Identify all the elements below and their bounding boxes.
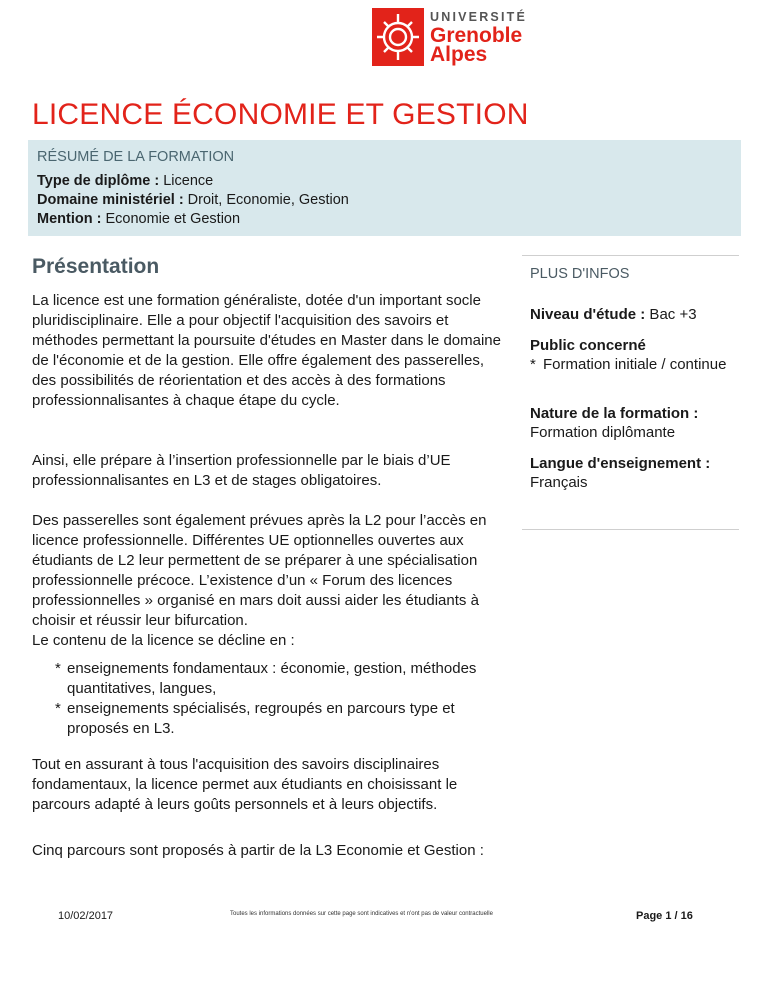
summary-value: Droit, Economie, Gestion — [183, 192, 349, 208]
paragraph: Le contenu de la licence se décline en : — [32, 632, 295, 649]
study-level-label: Niveau d'étude : — [530, 306, 646, 323]
university-logo — [372, 8, 550, 66]
more-info-panel — [522, 255, 739, 530]
page-title: LICENCE ÉCONOMIE ET GESTION — [32, 98, 529, 131]
summary-value: Economie et Gestion — [101, 211, 241, 227]
paragraph: Ainsi, elle prépare à l’insertion professionnelle par le biais d’UE professionnalisantes en L3 et de stages obligatoires. — [32, 452, 451, 489]
study-level-value: Bac +3 — [645, 306, 697, 323]
target-audience-item — [530, 355, 735, 374]
footer-disclaimer: Toutes les informations données sur cette page sont indicatives et n'ont pas de valeur contractuelle — [230, 911, 493, 917]
bullet-symbol: * — [55, 700, 61, 717]
summary-diploma-type — [37, 173, 213, 189]
list-item-text: enseignements fondamentaux : économie, gestion, méthodes quantitatives, langues, — [67, 660, 477, 697]
logo-alpes-text: Alpes — [430, 43, 488, 66]
summary-heading: RÉSUMÉ DE LA FORMATION — [37, 149, 235, 165]
target-audience-value: Formation initiale / continue — [543, 356, 727, 373]
training-nature-label: Nature de la formation : — [530, 405, 699, 422]
teaching-language-value: Français — [530, 474, 588, 491]
paragraph: Cinq parcours sont proposés à partir de la L3 Economie et Gestion : — [32, 842, 484, 859]
target-audience-label: Public concerné — [530, 337, 646, 354]
target-audience — [530, 336, 735, 374]
paragraph: La licence est une formation généraliste, dotée d'un important socle pluridisciplinaire. Elle a pour objectif l'acquisition des savoirs et méthodes permettant la poursuite d'études en Master dans le domaine de l'économie et de la gestion. Elle offre également des passerelles, des possibilités de réorientation et des accès à des formations professionnalisantes à chaque étape du cycle. — [32, 292, 501, 409]
list-item — [55, 699, 515, 739]
summary-domain — [37, 192, 349, 208]
study-level — [530, 305, 735, 324]
paragraph: Des passerelles sont également prévues après la L2 pour l’accès en licence professionnelle. Différentes UE optionnelles ouvertes aux étudiants de L2 leur permettent de se préparer à une spécialisation professionnelle précoce. L’existence d’un « Forum des licences professionnelles » organisé en mars doit aussi aider les étudiants à choisir et réussir leur bifurcation. — [32, 512, 487, 629]
logo-university-text: UNIVERSITÉ — [430, 10, 528, 24]
summary-label: Type de diplôme : — [37, 173, 160, 189]
training-nature — [530, 404, 735, 442]
paragraph: Tout en assurant à tous l'acquisition des savoirs disciplinaires fondamentaux, la licence permet aux étudiants en choisissant le parcours adapté à leurs goûts personnels et à leurs objectifs. — [32, 756, 458, 813]
training-nature-value: Formation diplômante — [530, 424, 676, 441]
summary-value: Licence — [159, 173, 214, 189]
bullet-symbol: * — [530, 356, 536, 373]
summary-box — [28, 140, 741, 236]
teaching-language — [530, 454, 735, 492]
list-item-text: enseignements spécialisés, regroupés en parcours type et proposés en L3. — [67, 700, 455, 737]
summary-label: Domaine ministériel : — [37, 192, 184, 208]
page-number: Page 1 / 16 — [636, 910, 693, 922]
list-item — [55, 659, 515, 699]
more-info-heading: PLUS D'INFOS — [530, 266, 630, 282]
summary-label: Mention : — [37, 211, 102, 227]
summary-mention — [37, 211, 240, 227]
teaching-language-label: Langue d'enseignement : — [530, 455, 711, 472]
logo-grenoble-text: Grenoble — [430, 24, 523, 47]
footer-date: 10/02/2017 — [58, 910, 114, 922]
logo-mark-icon — [372, 8, 424, 66]
section-heading-presentation: Présentation — [32, 255, 160, 278]
bullet-symbol: * — [55, 660, 61, 677]
